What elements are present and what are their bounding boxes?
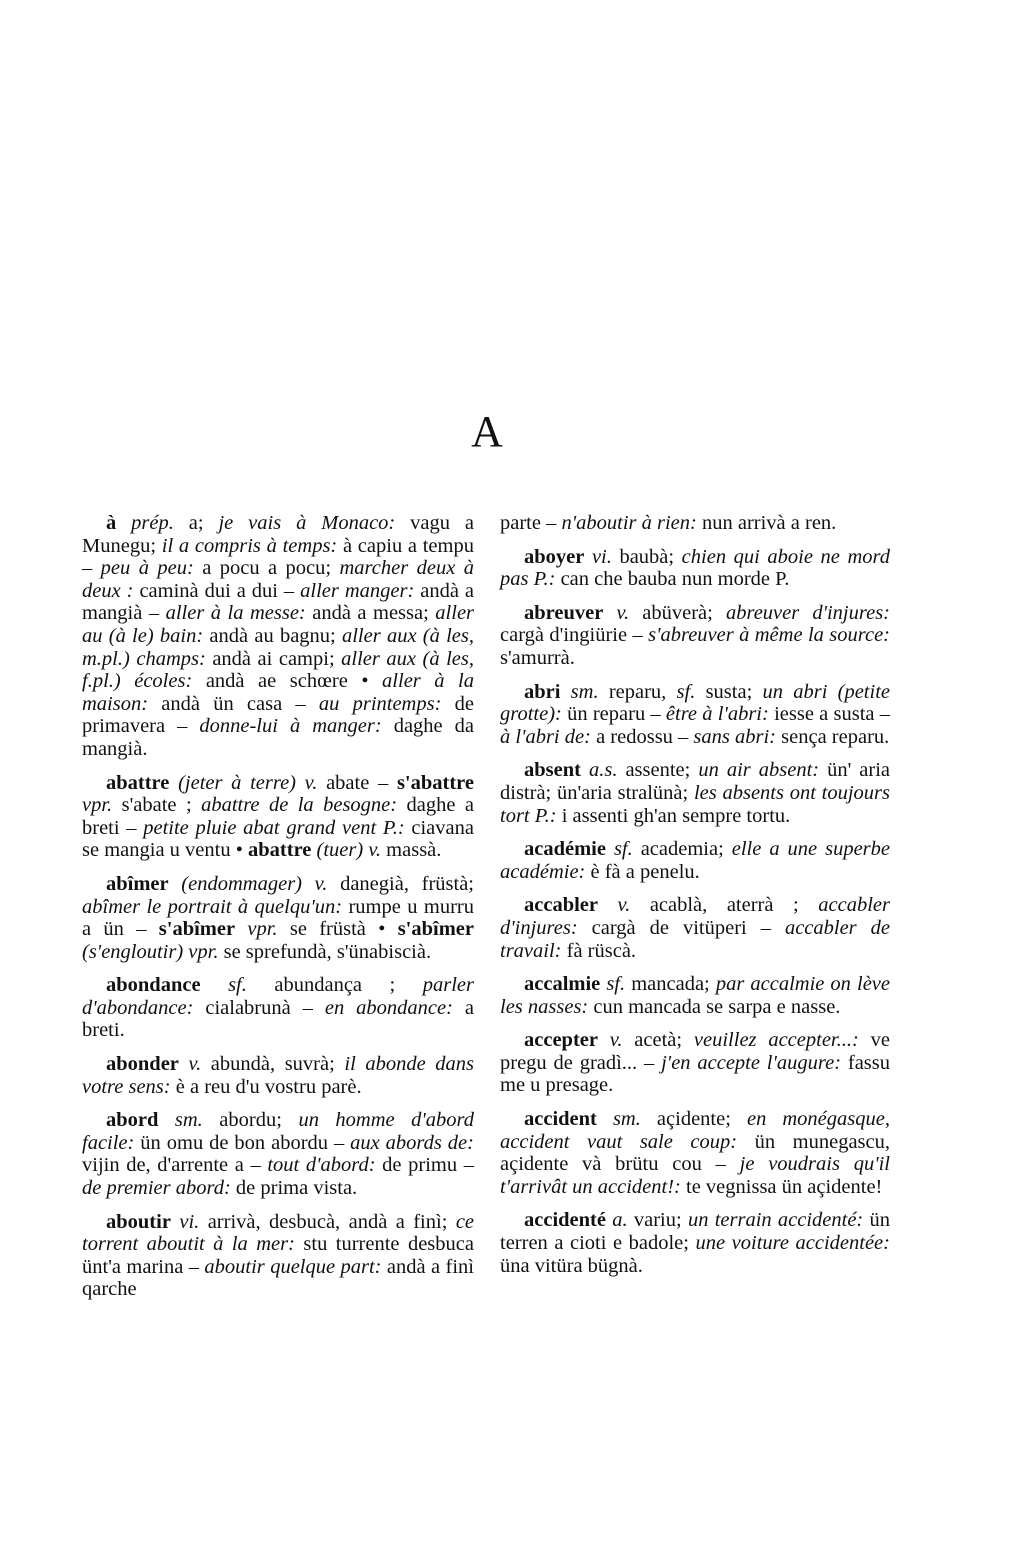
entry-text: a pocu a pocu; (193, 557, 340, 580)
headword: à (106, 512, 117, 534)
entry-text: ciavana se mangia u ventu • (82, 816, 474, 862)
dictionary-entry (82, 873, 474, 963)
italic-text: aux abords de: (350, 1131, 474, 1154)
italic-text: (endommager) v. (168, 872, 328, 895)
italic-text: un homme d'abord facile: (82, 1109, 474, 1154)
italic-text: un air absent: (698, 759, 820, 782)
dictionary-entry (500, 512, 890, 535)
entry-text: academia; (632, 838, 732, 861)
entry-text: cargà d'ingiürie – (500, 624, 649, 647)
italic-text: chien qui aboie ne mord pas P.: (500, 545, 890, 591)
headword: accepter (524, 1029, 598, 1052)
headword: s'abattre (396, 771, 474, 794)
entry-text: acablà, aterrà ; (630, 894, 819, 917)
entry-text: se sprefundà, s'ünabiscià. (218, 940, 432, 963)
entry-text: andà ae schœre • (192, 670, 383, 693)
entry-text: fassu me u presage. (500, 1051, 890, 1097)
entry-text: ve pregu de gradì... – (500, 1029, 890, 1074)
italic-text: a. (605, 1209, 628, 1232)
italic-text: j'en accepte l'augure: (661, 1051, 842, 1074)
entry-text: de primu – (375, 1154, 474, 1177)
italic-text: (s'engloutir) vpr. (82, 940, 219, 963)
dictionary-entry (82, 1053, 474, 1098)
entry-text: ün munegascu, açidente và brütu cou – (500, 1130, 890, 1176)
headword: accidenté (524, 1209, 606, 1232)
headword: abord (106, 1109, 159, 1132)
italic-text: en abondance: (324, 996, 453, 1019)
italic-text: je vais à Monaco: (218, 512, 396, 534)
italic-text: il a compris à temps: (161, 534, 338, 557)
dictionary-entry (82, 772, 474, 862)
entry-text: abundança ; (246, 974, 423, 997)
italic-text: au printemps: (318, 692, 442, 715)
italic-text: en monégasque, accident vaut sale coup: (500, 1108, 890, 1153)
italic-text: être à l'abri: (665, 703, 769, 726)
italic-text: aller aux (à les, f.pl.) écoles: (82, 647, 474, 693)
italic-text: par accalmie on lève les nasses: (500, 973, 890, 1018)
right-column (500, 512, 890, 1288)
entry-text: baubà; (611, 545, 682, 568)
italic-text: v. (597, 1029, 623, 1052)
italic-text: sf. (600, 973, 626, 996)
italic-text: (jeter à terre) v. (169, 771, 318, 794)
entry-text: andà ün casa – (148, 692, 319, 715)
entry-text: a redossu – (590, 725, 694, 748)
headword: abîmer (106, 872, 169, 895)
entry-text: andà a finì qarche (82, 1255, 475, 1301)
italic-text: sans abri: (693, 725, 777, 748)
entry-text: a breti. (82, 996, 474, 1042)
entry-text: abate – (317, 771, 397, 794)
entry-text: i assenti gh'an sempre tortu. (556, 804, 791, 827)
italic-text: n'aboutir à rien: (561, 512, 697, 534)
entry-text: parte – (500, 512, 562, 534)
italic-text: v. (598, 894, 631, 917)
entry-text: vagu a Munegu; (82, 512, 475, 557)
entry-text: assente; (617, 759, 699, 782)
headword: s'abîmer (158, 918, 236, 941)
entry-text: daghe da mangià. (82, 715, 475, 760)
italic-text: de premier abord: (82, 1177, 231, 1200)
headword: académie (524, 838, 606, 861)
italic-text: une voiture accidentée: (695, 1232, 890, 1255)
italic-text: prép. (116, 512, 174, 534)
italic-text: aboutir quelque part: (204, 1255, 382, 1278)
entry-text: susta; (695, 680, 763, 703)
entry-text: ün reparu – (561, 703, 666, 726)
italic-text: sm. (158, 1109, 203, 1132)
headword: aboutir (106, 1210, 171, 1233)
italic-text: vpr. (82, 794, 113, 817)
entry-text: danegià, früstà; (327, 872, 474, 895)
headword: aboyer (524, 545, 585, 568)
entry-text: de prima vista. (230, 1177, 358, 1200)
entry-text: fà rüscà. (561, 939, 637, 962)
italic-text: un abri (petite grotte): (500, 680, 890, 726)
entry-text: abundà, suvrà; (201, 1053, 345, 1076)
italic-text: abreuver d'injures: (725, 601, 890, 624)
entry-text: ün' aria distrà; ün'aria stralünà; (500, 759, 891, 804)
entry-text: üna vitüra bügnà. (500, 1254, 643, 1277)
entry-text: te vegnissa ün açidente! (680, 1175, 883, 1198)
italic-text: abîmer le portrait à quelqu'un: (82, 895, 343, 918)
headword: abonder (106, 1053, 179, 1076)
dictionary-entry (500, 681, 890, 749)
italic-text: a.s. (580, 759, 618, 782)
entry-text: ün omu de bon abordu – (134, 1131, 351, 1154)
italic-text: aller à la messe: (165, 602, 306, 625)
italic-text: sm. (596, 1108, 641, 1131)
entry-text: cialabrunà – (193, 996, 325, 1019)
entry-text: iesse a susta – (768, 703, 890, 726)
headword: absent (524, 759, 581, 782)
italic-text: s'abreuver à même la source: (648, 624, 890, 647)
entry-text: stu turrente desbuca ünt'a marina – (82, 1233, 474, 1278)
italic-text: un terrain accidenté: (687, 1209, 864, 1232)
italic-text: vi. (584, 545, 612, 568)
italic-text: aller aux (à les, m.pl.) champs: (82, 624, 474, 670)
left-column (82, 512, 474, 1312)
entry-text: massà. (381, 839, 442, 862)
dictionary-entry (500, 546, 890, 591)
entry-text: abordu; (202, 1109, 299, 1132)
italic-text: peu à peu: (100, 557, 194, 580)
italic-text: (tuer) v. (311, 839, 382, 862)
dictionary-entry (82, 1109, 474, 1199)
entry-text: s'abate ; (112, 794, 202, 817)
headword: s'abîmer (397, 918, 474, 941)
italic-text: les absents ont toujours tort P.: (500, 781, 890, 827)
italic-text: marcher deux à deux : (82, 557, 474, 602)
italic-text: accabler de travail: (500, 916, 890, 962)
entry-text: rumpe u murru a ün – (82, 895, 474, 941)
entry-text: caminà dui a dui – (133, 579, 301, 602)
italic-text: abattre de la besogne: (201, 794, 398, 817)
dictionary-entry (500, 602, 890, 670)
italic-text: aller à la maison: (82, 670, 475, 715)
entry-text: andà a messa; (305, 602, 436, 625)
headword: accalmie (524, 973, 601, 996)
headword: abri (524, 680, 561, 703)
italic-text: v. (603, 601, 630, 624)
italic-text: veuillez accepter...: (693, 1029, 859, 1052)
italic-text: v. (178, 1053, 202, 1076)
entry-text: de primavera – (82, 692, 474, 738)
entry-text: è fà a penelu. (585, 860, 700, 883)
entry-text: cargà de vitüperi – (577, 916, 785, 939)
entry-text: abüverà; (629, 601, 726, 624)
section-letter: A (471, 407, 503, 456)
entry-text: ün terren a cioti e badole; (500, 1209, 890, 1255)
entry-text: è a reu d'u vostru parè. (170, 1075, 362, 1098)
dictionary-entry (500, 1108, 890, 1198)
italic-text: sf. (605, 838, 633, 861)
entry-text: a; (173, 512, 219, 534)
headword: abondance (106, 974, 201, 997)
entry-text: acetà; (622, 1029, 694, 1052)
entry-text: andà au bagnu; (203, 624, 342, 647)
headword: abattre (106, 771, 170, 794)
headword: accabler (524, 894, 598, 917)
italic-text: aller manger: (300, 579, 415, 602)
entry-text: arrivà, desbucà, andà a finì; (199, 1210, 456, 1233)
entry-text: sença reparu. (776, 725, 890, 748)
entry-text: nun arrivà a ren. (696, 512, 837, 534)
entry-text: andà a mangià – (82, 579, 474, 625)
entry-text: s'amurrà. (500, 646, 575, 669)
headword: abattre (248, 839, 312, 862)
italic-text: je voudrais qu'il t'arrivât un accident!: (500, 1153, 890, 1198)
italic-text: sf. (676, 680, 696, 703)
entry-text: se früstà • (277, 918, 398, 941)
dictionary-entry (82, 974, 474, 1042)
dictionary-entry (500, 1029, 890, 1097)
italic-text: vi. (170, 1210, 200, 1233)
italic-text: tout d'abord: (267, 1154, 376, 1177)
entry-text: andà ai campi; (205, 647, 342, 670)
entry-text: à capiu a tempu – (82, 534, 474, 580)
dictionary-entry (82, 1211, 474, 1301)
italic-text: ce torrent aboutit à la mer: (82, 1210, 475, 1256)
dictionary-entry (500, 759, 890, 827)
dictionary-entry (500, 1209, 890, 1277)
italic-text: sm. (560, 680, 599, 703)
italic-text: elle a une superbe académie: (500, 838, 890, 883)
dictionary-entry (500, 838, 890, 883)
entry-text: cun mancada se sarpa e nasse. (588, 995, 841, 1018)
entry-text: daghe a breti – (82, 794, 475, 839)
entry-text: mancada; (625, 973, 716, 996)
entry-text: can che bauba nun morde P. (555, 568, 790, 591)
italic-text: sf. (200, 974, 247, 997)
entry-text: vijin de, d'arrente a – (82, 1154, 268, 1177)
italic-text: petite pluie abat grand vent P.: (143, 816, 405, 839)
dictionary-entry (500, 973, 890, 1018)
italic-text: il abonde dans votre sens: (82, 1053, 475, 1098)
italic-text: parler d'abondance: (82, 974, 474, 1019)
entry-text: variu; (627, 1209, 688, 1232)
dictionary-entry (82, 512, 474, 761)
entry-text: açidente; (640, 1108, 747, 1131)
headword: abreuver (524, 601, 604, 624)
italic-text: aller au (à le) bain: (82, 602, 475, 647)
italic-text: vpr. (235, 918, 278, 941)
headword: accident (524, 1108, 597, 1131)
italic-text: donne-lui à manger: (199, 715, 382, 738)
entry-text: reparu, (598, 680, 677, 703)
italic-text: accabler d'injures: (500, 894, 891, 939)
dictionary-entry (500, 894, 890, 962)
italic-text: à l'abri de: (500, 725, 591, 748)
